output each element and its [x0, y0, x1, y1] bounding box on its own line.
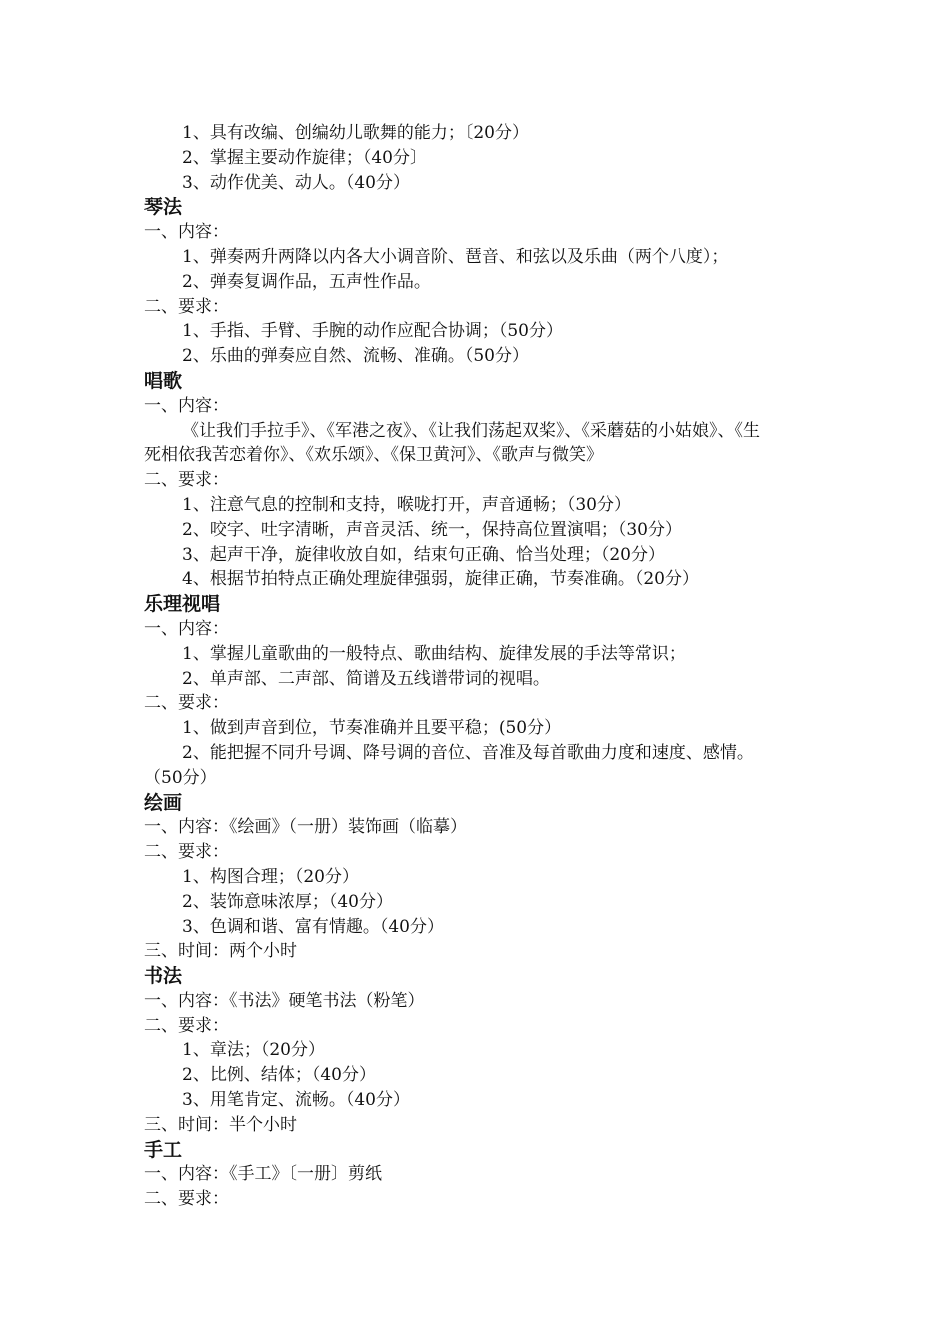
qinfa-req-label: 二、要求：	[144, 296, 229, 317]
huihua-content-line: 一、内容：《绘画》（一册）装饰画（临摹）	[144, 817, 467, 838]
yueli-req-label: 二、要求：	[144, 693, 229, 714]
shufa-content-line: 一、内容：《书法》硬笔书法（粉笔）	[144, 990, 425, 1011]
yueli-req-item-1: 1、做到声音到位，节奏准确并且要平稳；(50分）	[182, 718, 562, 739]
changge-req-label: 二、要求：	[144, 470, 229, 491]
qinfa-content-item-2: 2、弹奏复调作品，五声性作品。	[182, 271, 431, 292]
yueli-req-item-2-score: （50分）	[144, 767, 217, 788]
section-heading-shougong: 手工	[144, 1138, 183, 1161]
shufa-req-item-2: 2、比例、结体；（40分）	[182, 1065, 376, 1086]
shufa-req-label: 二、要求：	[144, 1015, 229, 1036]
intro-item-3: 3、动作优美、动人。（40分）	[182, 172, 410, 193]
yueli-content-label: 一、内容：	[144, 618, 229, 639]
changge-content-label: 一、内容：	[144, 395, 229, 416]
shougong-req-label: 二、要求：	[144, 1189, 229, 1210]
qinfa-content-item-1: 1、弹奏两升两降以内各大小调音阶、琶音、和弦以及乐曲（两个八度）；	[182, 246, 729, 267]
changge-req-item-2: 2、咬字、吐字清晰，声音灵活、统一，保持高位置演唱；（30分）	[182, 519, 682, 540]
huihua-req-item-2: 2、装饰意味浓厚；（40分）	[182, 891, 393, 912]
huihua-req-label: 二、要求：	[144, 842, 229, 863]
section-heading-yueli: 乐理视唱	[144, 593, 221, 616]
changge-content-text-2: 死相依我苦恋着你》、《欢乐颂》、《保卫黄河》、《歌声与微笑》	[144, 445, 603, 466]
intro-item-2: 2、掌握主要动作旋律；（40分〕	[182, 147, 427, 168]
huihua-req-item-3: 3、色调和谐、富有情趣。（40分）	[182, 916, 444, 937]
changge-req-item-1: 1、注意气息的控制和支持，喉咙打开，声音通畅；（30分）	[182, 494, 631, 515]
section-heading-qinfa: 琴法	[144, 196, 183, 219]
section-heading-huihua: 绘画	[144, 791, 183, 814]
qinfa-req-item-1: 1、手指、手臂、手腕的动作应配合协调；（50分）	[182, 321, 563, 342]
qinfa-req-item-2: 2、乐曲的弹奏应自然、流畅、准确。（50分）	[182, 346, 529, 367]
huihua-time-line: 三、时间：两个小时	[144, 941, 297, 962]
shufa-req-item-1: 1、章法；（20分）	[182, 1040, 325, 1061]
changge-req-item-3: 3、起声干净，旋律收放自如，结束句正确、恰当处理；（20分）	[182, 544, 665, 565]
intro-item-1: 1、具有改编、创编幼儿歌舞的能力；〔20分）	[182, 123, 529, 143]
section-heading-shufa: 书法	[144, 965, 183, 988]
yueli-content-item-1: 1、掌握儿童歌曲的一般特点、歌曲结构、旋律发展的手法等常识；	[182, 643, 686, 664]
qinfa-content-label: 一、内容：	[144, 222, 229, 243]
changge-req-item-4: 4、根据节拍特点正确处理旋律强弱，旋律正确，节奏准确。（20分）	[182, 569, 699, 590]
shougong-content-line: 一、内容：《手工》〔一册〕剪纸	[144, 1164, 382, 1185]
yueli-req-item-2: 2、能把握不同升号调、降号调的音位、音准及每首歌曲力度和速度、感情。	[182, 742, 754, 763]
yueli-content-item-2: 2、单声部、二声部、简谱及五线谱带词的视唱。	[182, 668, 550, 689]
document-body	[144, 121, 812, 1212]
shufa-time-line: 三、时间：半个小时	[144, 1114, 297, 1135]
huihua-req-item-1: 1、构图合理；（20分）	[182, 866, 359, 887]
changge-content-text-1: 《让我们手拉手》、《军港之夜》、《让我们荡起双桨》、《采蘑菇的小姑娘》、《生	[182, 420, 760, 441]
section-heading-changge: 唱歌	[144, 369, 183, 392]
shufa-req-item-3: 3、用笔肯定、流畅。（40分）	[182, 1090, 410, 1111]
